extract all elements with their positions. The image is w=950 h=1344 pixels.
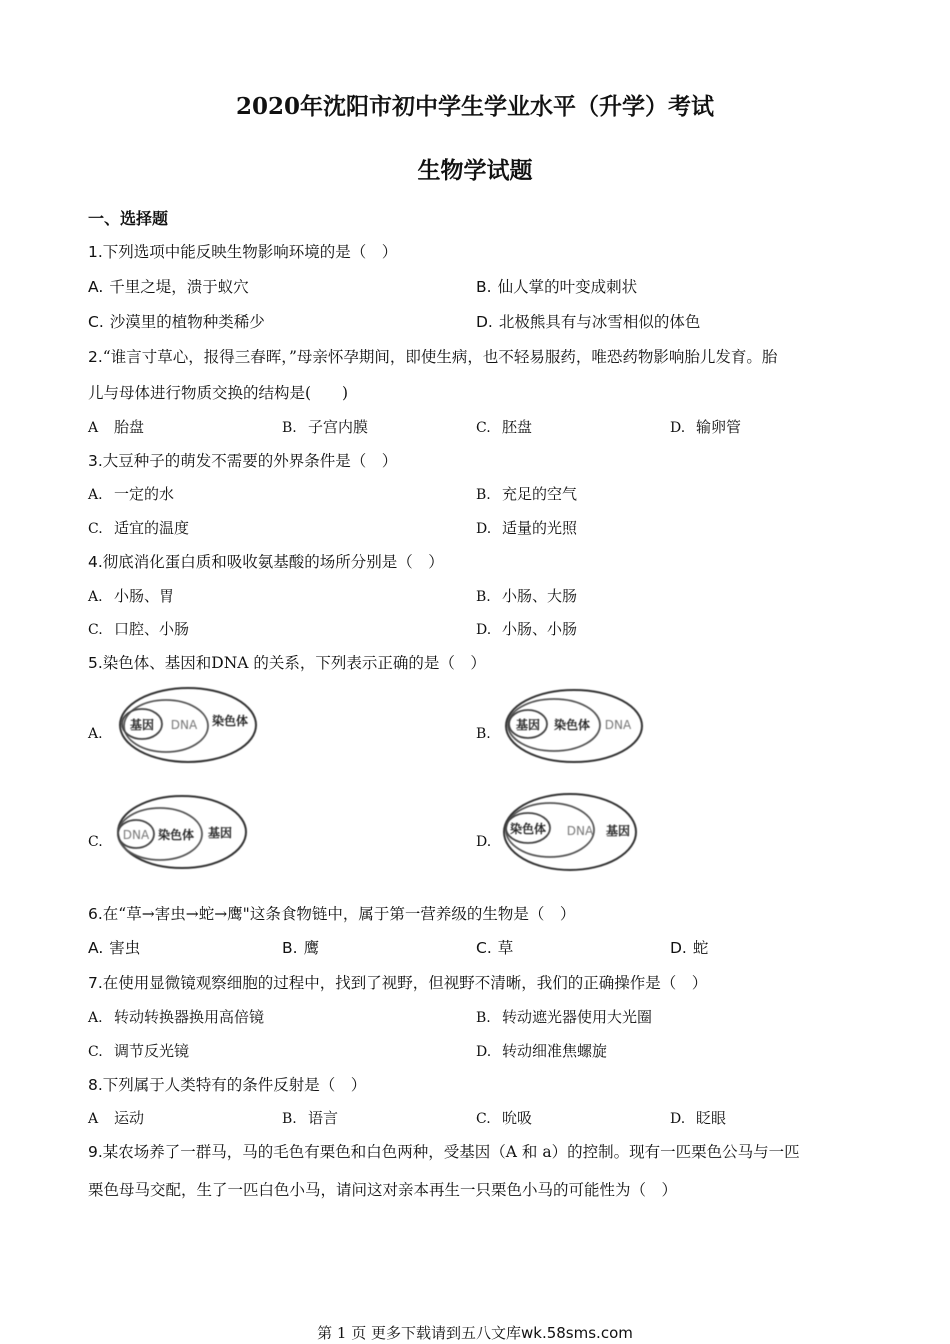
q2-option-d: D. 输卵管: [670, 418, 742, 436]
q5-option-a: A.: [88, 726, 103, 742]
q7-option-b: B. 转动遮光器使用大光圈: [476, 1008, 653, 1026]
q5-diagram-c: [114, 792, 254, 874]
q5a-label-middle: DNA: [170, 718, 198, 732]
section-heading: 一、选择题: [88, 209, 169, 228]
question-7: 7.在使用显微镜观察细胞的过程中，找到了视野，但视野不清晰，我们的正确操作是（ ）: [88, 974, 708, 992]
q4-option-b: B. 小肠、大肠: [476, 587, 578, 605]
q4-option-c: C. 口腔、小肠: [88, 620, 190, 638]
question-6: 6.在“草→害虫→蛇→鹰"这条食物链中，属于第一营养级的生物是（ ）: [88, 905, 576, 923]
q5a-label-inner: 基因: [129, 718, 155, 732]
q8-option-c: C. 吮吸: [476, 1109, 533, 1127]
exam-subtitle: 生物学试题: [417, 157, 533, 184]
q1-option-a: A. 千里之堤，溃于蚁穴: [88, 278, 249, 296]
q2-option-b: B. 子宫内膜: [282, 418, 369, 436]
q4-option-d: D. 小肠、小肠: [476, 620, 578, 638]
question-3: 3.大豆种子的萌发不需要的外界条件是（ ）: [88, 452, 398, 470]
q5b-label-outer: DNA: [604, 718, 632, 732]
q5d-label-inner: 染色体: [509, 822, 547, 836]
q7-option-c: C. 调节反光镜: [88, 1042, 190, 1060]
q6-option-c: C. 草: [476, 939, 514, 957]
q5-option-d: D.: [476, 834, 492, 850]
q5c-label-inner: DNA: [122, 828, 150, 842]
q1-option-b: B. 仙人掌的叶变成刺状: [476, 278, 638, 296]
question-8: 8.下列属于人类特有的条件反射是（ ）: [88, 1076, 367, 1094]
q5-diagram-d: [500, 790, 645, 874]
question-1: 1.下列选项中能反映生物影响环境的是（ ）: [88, 243, 398, 261]
footer-page-text: 第 1 页 更多下载请到五八文库: [317, 1324, 521, 1342]
q5a-label-outer: 染色体: [211, 714, 249, 728]
q6-option-d: D. 蛇: [670, 939, 709, 957]
exam-title: 2020年沈阳市初中学生学业水平（升学）考试: [235, 93, 714, 120]
q5b-label-inner: 基因: [515, 718, 541, 732]
q5c-label-outer: 基因: [207, 826, 233, 840]
q4-option-a: A. 小肠、胃: [88, 587, 175, 605]
footer-site-link[interactable]: wk.58sms.com: [521, 1324, 633, 1342]
q5d-label-middle: DNA: [566, 824, 594, 838]
q6-option-a: A. 害虫: [88, 939, 141, 957]
question-2: 2.“谁言寸草心，报得三春晖，”母亲怀孕期间，即使生病，也不轻易服药，唯恐药物影响胎儿发育。胎: [88, 348, 778, 366]
q7-option-a: A. 转动转换器换用高倍镜: [88, 1008, 265, 1026]
q2-option-a: A 胎盘: [88, 418, 145, 436]
q1-option-c: C. 沙漠里的植物种类稀少: [88, 313, 265, 331]
q7-option-d: D. 转动细准焦螺旋: [476, 1042, 608, 1060]
q5b-label-middle: 染色体: [553, 718, 591, 732]
question-9-line2: 栗色母马交配，生了一匹白色小马，请问这对亲本再生一只栗色小马的可能性为（ ）: [88, 1181, 678, 1199]
q5-option-b: B.: [476, 726, 491, 742]
question-2-line2: 儿与母体进行物质交换的结构是( ): [88, 384, 349, 402]
q6-option-b: B. 鹰: [282, 939, 320, 957]
page-footer: [0, 1322, 950, 1343]
q5-option-c: C.: [88, 834, 103, 850]
question-4: 4.彻底消化蛋白质和吸收氨基酸的场所分别是（ ）: [88, 553, 444, 571]
q5c-label-middle: 染色体: [157, 828, 195, 842]
q5d-label-outer: 基因: [605, 824, 631, 838]
q5-diagram-a: [116, 684, 266, 766]
q5-diagram-b: [502, 684, 647, 766]
question-5: 5.染色体、基因和DNA 的关系，下列表示正确的是（ ）: [88, 654, 486, 672]
q8-option-a: A 运动: [88, 1109, 145, 1127]
q3-option-b: B. 充足的空气: [476, 485, 578, 503]
q8-option-d: D. 眨眼: [670, 1109, 727, 1127]
q3-option-c: C. 适宜的温度: [88, 519, 190, 537]
q3-option-d: D. 适量的光照: [476, 519, 578, 537]
q1-option-d: D. 北极熊具有与冰雪相似的体色: [476, 313, 701, 331]
q3-option-a: A. 一定的水: [88, 485, 175, 503]
q8-option-b: B. 语言: [282, 1109, 339, 1127]
question-9: 9.某农场养了一群马，马的毛色有栗色和白色两种，受基因（A 和 a）的控制。现有一匹栗色公马与一匹: [88, 1143, 800, 1161]
q2-option-c: C. 胚盘: [476, 418, 533, 436]
